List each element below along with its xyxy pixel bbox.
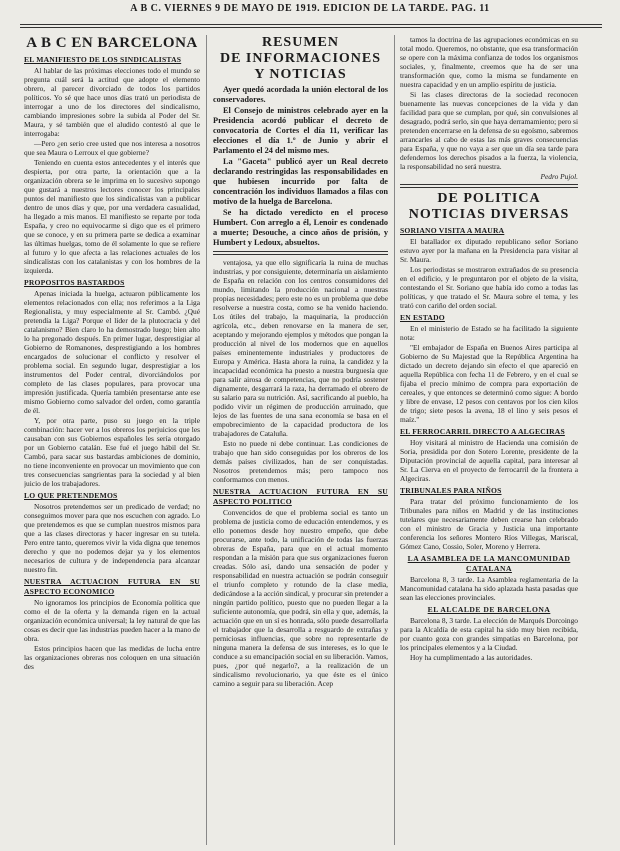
summary-title: Y NOTICIAS xyxy=(254,67,347,82)
paragraph: En el ministerio de Estado se ha facilitado la siguiente nota: xyxy=(400,324,578,342)
paragraph: Hoy visitará al ministro de Hacienda una comisión de Soria, presidida por don Sotero Lorente, presidente de la Diputación provincial de aquella capital, para interesar al Sr. La Cierva en el proyecto de ferrocarril de la frontera a Algeciras. xyxy=(400,438,578,483)
paragraph: tamos la doctrina de las agrupaciones económicas en su total modo. Queremos, no obstante, que esa transformación se opere con la máxima confianza de todos los organismos sociales, y, finalmente, creemos que ha de ser una transformación que, como la misma se fundamente en nuestra capacidad y en un amplio espíritu de justicia. xyxy=(400,35,578,89)
paragraph: Convencidos de que el problema social es tanto un problema de justicia como de educación entendemos, y es ello ponemos desde hoy nuestro empeño, que debe procurarse, ante todo, la unificación de todas las fuerzas obreras de España, para que en el actual momento respondan a la misión para que sus organizaciones fueron creadas. Sólo así, dando una sensación de poder y responsabilidad en nuestra actuación se podrán conseguir el triunfo completo y rotundo de la clase media, dedicándose a la acción sindical, y procurar sin pretender a ningún partido político, puesto que no pueden llegar a la suficiente autonomía, que podrá, sin ella y que, además, la actuación que en un sí es honrada, sólo puede desarrollarla el trabajador que la desarrolla a resguardo de extrañas y perniciosas influencias, que sobre no representarle de ninguna manera la defensa de sus intereses, es lo que le conduce a su emancipación social en su liberación. Vamos, pues, ¿por qué negarlo?, a la realización de un sindicalismo revolucionario, ya que éste es el único camino a seguir para su liberación. Acep xyxy=(213,508,388,688)
paragraph: Al hablar de las próximas elecciones todo el mundo se pregunta cuál será la actitud que adopte el elemento obrero, al parecer divorciado de todos los partidos políticos. Yo sé que hace unos días trató un periodista de interrogar a uno de los directores del sindicalismo, cambiando impresiones sobre la subida al Poder del Sr. Maura, y sé también que el aludido contestó al que le interrogaba: xyxy=(24,66,200,138)
paragraph: Los periodistas se mostraron extrañados de su presencia en el edificio, y le preguntaron por el objeto de la visita, contestando el Sr. Soriano que había ido como a todas las políticas, y que tratado el Sr. Maura sobre el tema, y les trató con cariño del orden social. xyxy=(400,265,578,310)
paragraph: Si las clases directoras de la sociedad reconocen buenamente las nuevas concepciones de la vida y dan facilidad para que se cumplan, por qué, sin convulsiones al desagrado, podrá serlo, sin que haya derramamiento; pero si pretenden encerrarse en la defensa de su egoísmo, sabremos arrancarles al cabo de estas las más graves consecuencias para España, y que no vaya a ser que un día sea tarde para defendernos los derechos pisados a la fuerza, la violencia, la responsabilidad no será nuestra. xyxy=(400,90,578,171)
lead-paragraph: El Consejo de ministros celebrado ayer en la Presidencia acordó publicar el decreto de convocatoria de Cortes el día 11, verificar las elecciones el día 1.º de Junio y abrir el Parlamento el 24 del mismo mes. xyxy=(213,106,388,155)
article-heading: EL FERROCARRIL DIRECTO A ALGECIRAS xyxy=(400,427,565,436)
article-heading: NUESTRA ACTUACION FUTURA EN SU ASPECTO POLITICO xyxy=(213,487,388,506)
paragraph: Nosotros pretendemos ser un predicado de verdad; no conseguimos mover para que nos escuchen con agrado. Lo que pretendemos es que se cumplan nuestros mismos para que a las clases directoras y hacer ingresar en su tutela. Pero entre tanto, queremos vivir la vida digna que tenemos derecho y que no podemos dejar ya y los elementos necesarios de cultura y de independencia para alcanzar nuestro fin. xyxy=(24,502,200,574)
signature: Pedro Pujol. xyxy=(540,172,578,181)
summary-title: RESUMEN xyxy=(261,35,339,50)
paragraph: Apenas iniciada la huelga, actuaron públicamente los elementos relacionados con ella; nos referimos a la Liga Regionalista, y muy especialmente al Sr. Cambó. ¿Qué pretendía la Liga? Porque el líder de la plutocracia y del catalanismo? Bien claro lo ha demostrado luego; bien alto lo ha pregonado después. En primer lugar, desprestigiar al Gobierno de Romanones, desprestigiando a los hombres encargados de solucionar el conflicto y resolver el problema social. En segundo lugar, desprestigiar a los instrumentos del Poder central, divorciándolos por completo de las clases populares, para provocar una impresión justificada. Quería también presentarse ante ese mismo Gobierno como salvador del orden, como garantía de él. xyxy=(24,289,200,415)
article-heading: SORIANO VISITA A MAURA xyxy=(400,226,505,235)
paragraph: Y, por otra parte, puso su juego en la triple combinación: hacer ver a los obreros los perjuicios que les causaban con sus Gobiernos españoles les sería otorgado por un Gobierno catalán. Ese fué el juego hábil del Sr. Cambó, para sacar sus bastardas ambiciones de dominio, no tiene inconveniente en provocar un movimiento que con tres consecuencias sangrientas para la sociedad y al bien juicio de los trabajadores. xyxy=(24,416,200,488)
article-heading: PROPOSITOS BASTARDOS xyxy=(24,278,125,287)
article-heading: EL MANIFIESTO DE LOS SINDICALISTAS xyxy=(24,55,182,64)
article-heading: TRIBUNALES PARA NIÑOS xyxy=(400,486,502,495)
article-heading: NUESTRA ACTUACION FUTURA EN SU ASPECTO ECONOMICO xyxy=(24,577,200,596)
paragraph: Barcelona 8, 3 tarde. La Asamblea reglamentaria de la Mancomunidad catalana ha sido aplazada hasta pasadas que sean las elecciones provinciales. xyxy=(400,575,578,602)
article-heading: LA ASAMBLEA DE LA MANCOMUNIDAD CATALANA xyxy=(407,554,571,573)
article-heading: EN ESTADO xyxy=(400,313,445,322)
lead-paragraph: La "Gaceta" publicó ayer un Real decreto declarando restringidas las responsabilidades en que hubiesen incurrido por falta de concentración los individuos llamados a filas con motivo de la huelga de Barcelona. xyxy=(213,157,388,206)
divider xyxy=(213,251,388,255)
paragraph: Barcelona 8, 3 tarde. La elección de Marqués Dorcoingo para la Alcaldía de esta capital ha sido muy bien recibida, por cuanto goza con grandes simpatías en Barcelona, por los principales elementos y a la Ciudad. xyxy=(400,616,578,652)
paragraph: Hoy ha cumplimentado a las autoridades. xyxy=(410,653,533,662)
column-1 xyxy=(24,35,200,847)
summary-title: DE INFORMACIONES xyxy=(219,51,382,66)
header-rule xyxy=(20,24,602,25)
article-heading: EL ALCALDE DE BARCELONA xyxy=(427,605,551,614)
divider xyxy=(400,184,578,188)
section-title: NOTICIAS DIVERSAS xyxy=(408,207,570,222)
column-2 xyxy=(213,35,388,847)
paragraph: Teniendo en cuenta estos antecedentes y el interés que despierta, por otra parte, la orientación que a la organización obrera se le imprima en lo sucesivo supongo que gustará a nuestros lectores conocer los principales puntos del manifiesto que los sindicalistas van a publicar dentro de unos días y que, por una verdadera casualidad, ha llegado a mis manos. El manifiesto se reparte por toda España, y creo no equivocarme si digo que es el primero que se conoce, y en su primera parte se dedica a examinar las últimas huelgas, tomo de él solamente lo que se refiere al futuro y lo que afecta a las relaciones actuales de los sindicalistas con los catalanistas y con los hombres de la izquierda. xyxy=(24,158,200,275)
paragraph: —Pero ¿en serio cree usted que nos interesa a nosotros que sea Maura o Lerroux el que gobierne? xyxy=(24,139,200,157)
paragraph: Esto no puede ni debe continuar. Las condiciones de trabajo que han sido conseguidas por los obreros de los demás países civilizados, han de ser conquistadas. Nosotros pretendemos más; pero tampoco nos conformamos con menos. xyxy=(213,439,388,484)
header-rule-2 xyxy=(20,27,602,28)
article-heading: LO QUE PRETENDEMOS xyxy=(24,491,118,500)
column-3 xyxy=(400,35,578,847)
column-divider xyxy=(206,35,207,845)
paragraph: Para tratar del próximo funcionamiento de los Tribunales para niños en Madrid y de las instituciones tutelares que necesariamente deben crearse han celebrado con el ministro de Gracia y Justicia una importante conferencia los señores Montero Ríos Villegas, Mariscal, Gómez Cano, Cossio, Soler, Moreno y Herrera. xyxy=(400,497,578,551)
paragraph: "El embajador de España en Buenos Aires participa al Gobierno de Su Majestad que la República Argentina ha dictado un decreto dejando sin efecto el que apareció en aquella República con fecha 11 de Febrero, y en el cual se fijaba el precio mínimo de compra para exportación de cereales, y que entonces se determinó como sigue: A bordo y libre de envase, 12 pesos con centavos por los cien kilos de trigo; siete pesos la avena, 18 el lino y seis pesos el maíz." xyxy=(400,343,578,424)
paragraph: ventajosa, ya que ello significaría la ruina de muchas industrias, y por consiguiente, determinaría un aislamiento de España en relación con los centros consumidores del mundo, limitando la producción nacional a nuestras propias necesidades; pero este no es un problema que debe resolverse a nuestra costa, como se ha venido haciendo. Los útiles del trabajo, la maquinaria, la producción agrícola, etc., deben renovarse en la manera de ser, aceptando y mejorando ejemplos y métodos que pongan la producción al nivel de los modernos que en aquellos países eminentemente industriales y productores de Europa y América. Hasta ahora la ruina, la candidez y la incapacidad económica ha puesto a nuestra burguesía que para salir airosa de competencias, que no podría sostener dignamente, desgarrará la raza, ha derramado el obrero de su salario para su nutrición. Así, sacrificando al pueblo, ha podido vivir un régimen de producción arruinado, que lejos de las fuentes de una sana economía se basa en el empobrecimiento de la capacidad productora de los trabajadores de Cataluña. xyxy=(213,258,388,438)
signature-line xyxy=(400,172,578,181)
lead-paragraph: Ayer quedó acordada la unión electoral de los conservadores. xyxy=(213,85,388,104)
paragraph: El batallador ex diputado republicano señor Soriano estuvo ayer por la mañana en la Presidencia para visitar al Sr. Maura. xyxy=(400,237,578,264)
page-header: A B C. VIERNES 9 DE MAYO DE 1919. EDICION DE LA TARDE. PAG. 11 xyxy=(130,3,490,14)
section-title: DE POLITICA xyxy=(437,191,541,206)
paragraph: Estos principios hacen que las medidas de lucha entre las organizaciones obreras nos coloquen en una situación des xyxy=(24,644,200,671)
paragraph: No ignoramos los principios de Economía política que como el de la oferta y la demanda rigen en la actual organización económica universal; la ley natural de que las cosas es decir que las industrias pueden hacer a la mano de obra. xyxy=(24,598,200,643)
column-divider xyxy=(394,35,395,845)
lead-paragraph: Se ha dictado veredicto en el proceso Humbert. Con arreglo a él, Lenoir es condenado a muerte; Desouche, a cinco años de prisión, y Humbert y Ledoux, absueltos. xyxy=(213,208,388,247)
section-title: A B C EN BARCELONA xyxy=(26,35,198,51)
